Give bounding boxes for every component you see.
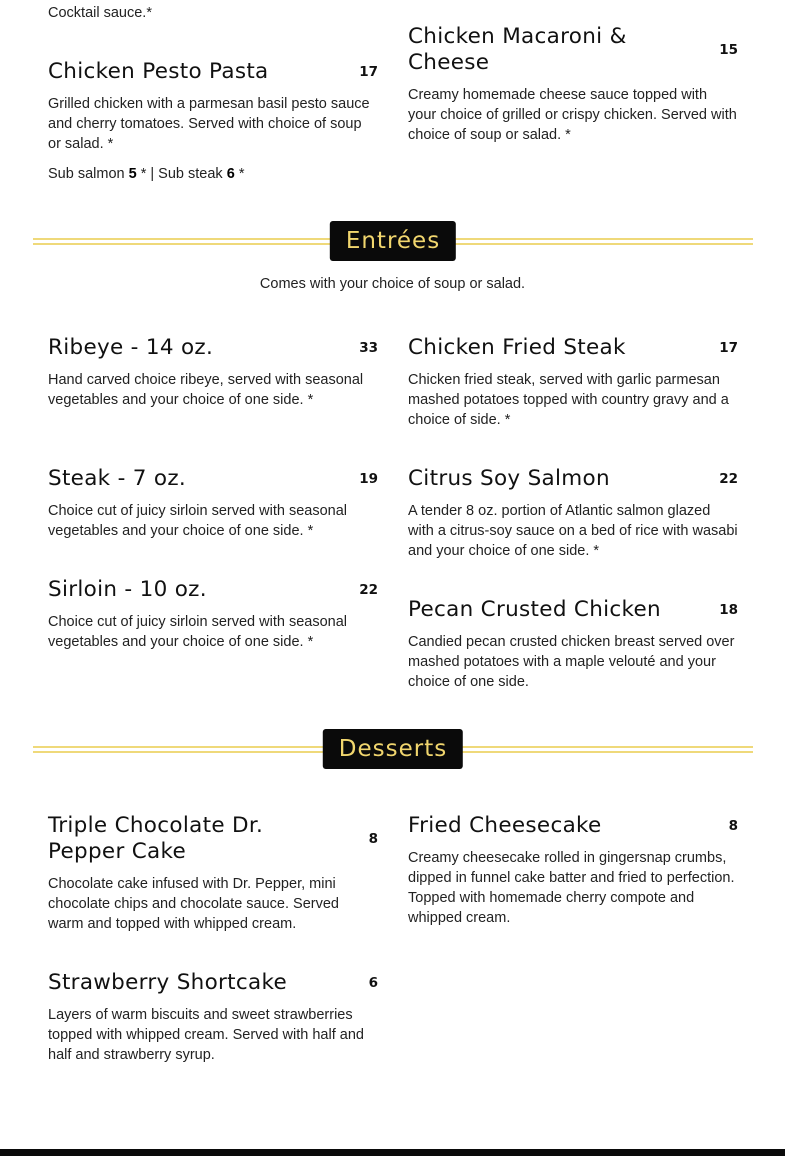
item-price: 6 bbox=[368, 975, 378, 991]
sub-steak-mark: * bbox=[238, 166, 245, 182]
section-header-entrees bbox=[33, 221, 753, 261]
item-header bbox=[408, 813, 738, 839]
item-name: Chicken Macaroni & Cheese bbox=[408, 24, 627, 75]
item-price: 15 bbox=[719, 42, 738, 58]
item-header bbox=[48, 466, 378, 492]
menu-item-strawberry-shortcake bbox=[48, 970, 378, 1065]
item-description: Choice cut of juicy sirloin served with seasonal vegetables and your choice of one side. * bbox=[48, 614, 347, 650]
menu-item-steak-7oz bbox=[48, 466, 378, 541]
section-title: Entrées bbox=[330, 221, 456, 261]
menu-item-sirloin-10oz bbox=[48, 577, 378, 652]
section-header-desserts bbox=[33, 729, 753, 769]
previous-item-desc-fragment: Cocktail sauce.* bbox=[48, 5, 152, 21]
menu-item-triple-chocolate-cake bbox=[48, 813, 378, 934]
item-header bbox=[408, 24, 738, 76]
item-description: Chicken fried steak, served with garlic parmesan mashed potatoes topped with country gravy and a choice of side. * bbox=[408, 372, 729, 428]
item-name: Ribeye - 14 oz. bbox=[48, 335, 214, 360]
item-header bbox=[48, 577, 378, 603]
item-description: Creamy cheesecake rolled in gingersnap crumbs, dipped in funnel cake batter and fried to perfection. Topped with homemade cherry compote and whipped cream. bbox=[408, 850, 735, 926]
item-price: 22 bbox=[719, 471, 738, 487]
item-header bbox=[408, 597, 738, 623]
menu-item-citrus-soy-salmon bbox=[408, 466, 738, 561]
section-note: Comes with your choice of soup or salad. bbox=[259, 276, 526, 292]
item-price: 33 bbox=[359, 340, 378, 356]
item-price: 22 bbox=[359, 582, 378, 598]
sub-salmon-price: 5 bbox=[128, 166, 137, 182]
item-description: Hand carved choice ribeye, served with seasonal vegetables and your choice of one side. * bbox=[48, 372, 364, 408]
item-name: Pecan Crusted Chicken bbox=[408, 597, 661, 622]
item-name: Fried Cheesecake bbox=[408, 813, 602, 838]
item-header bbox=[48, 59, 378, 85]
item-description: Creamy homemade cheese sauce topped with your choice of grilled or crispy chicken. Served with choice of soup or salad. * bbox=[408, 87, 737, 143]
item-description: Candied pecan crusted chicken breast served over mashed potatoes with a maple velouté and your choice of one side. bbox=[408, 634, 735, 690]
item-price: 17 bbox=[719, 340, 738, 356]
item-name: Citrus Soy Salmon bbox=[408, 466, 610, 491]
menu-item-chicken-pesto-pasta bbox=[48, 59, 378, 184]
menu-item-ribeye bbox=[48, 335, 378, 410]
item-price: 8 bbox=[368, 831, 378, 847]
item-header bbox=[408, 335, 738, 361]
sub-salmon-label: Sub salmon bbox=[48, 166, 125, 182]
item-price: 8 bbox=[728, 818, 738, 834]
menu-item-fried-cheesecake bbox=[408, 813, 738, 928]
menu-item-pecan-crusted-chicken bbox=[408, 597, 738, 692]
item-price: 17 bbox=[359, 64, 378, 80]
item-description: A tender 8 oz. portion of Atlantic salmon glazed with a citrus-soy sauce on a bed of rice with wasabi and your choice of one side. * bbox=[408, 503, 738, 559]
menu-item-chicken-macaroni-cheese bbox=[408, 24, 738, 145]
item-price: 18 bbox=[719, 602, 738, 618]
item-name: Chicken Pesto Pasta bbox=[48, 59, 269, 84]
item-header bbox=[408, 466, 738, 492]
item-price: 19 bbox=[359, 471, 378, 487]
item-header bbox=[48, 335, 378, 361]
item-header bbox=[48, 970, 378, 996]
section-title: Desserts bbox=[323, 729, 463, 769]
item-name: Steak - 7 oz. bbox=[48, 466, 187, 491]
item-description: Chocolate cake infused with Dr. Pepper, mini chocolate chips and chocolate sauce. Served warm and topped with whipped cream. bbox=[48, 876, 339, 932]
item-name: Triple Chocolate Dr. Pepper Cake bbox=[48, 813, 264, 864]
item-name: Strawberry Shortcake bbox=[48, 970, 288, 995]
item-header bbox=[48, 813, 378, 865]
sub-steak-price: 6 bbox=[226, 166, 235, 182]
item-name: Sirloin - 10 oz. bbox=[48, 577, 207, 602]
item-description: Layers of warm biscuits and sweet strawberries topped with whipped cream. Served with half and half and strawberry syrup. bbox=[48, 1007, 364, 1063]
sub-salmon-mark: * | Sub steak bbox=[140, 166, 223, 182]
footer-bar bbox=[0, 1149, 785, 1156]
menu-item-chicken-fried-steak bbox=[408, 335, 738, 430]
item-description: Choice cut of juicy sirloin served with seasonal vegetables and your choice of one side. * bbox=[48, 503, 347, 539]
substitution-line bbox=[48, 164, 378, 184]
item-description: Grilled chicken with a parmesan basil pesto sauce and cherry tomatoes. Served with choice of soup or salad. * bbox=[48, 96, 370, 152]
item-name: Chicken Fried Steak bbox=[408, 335, 626, 360]
